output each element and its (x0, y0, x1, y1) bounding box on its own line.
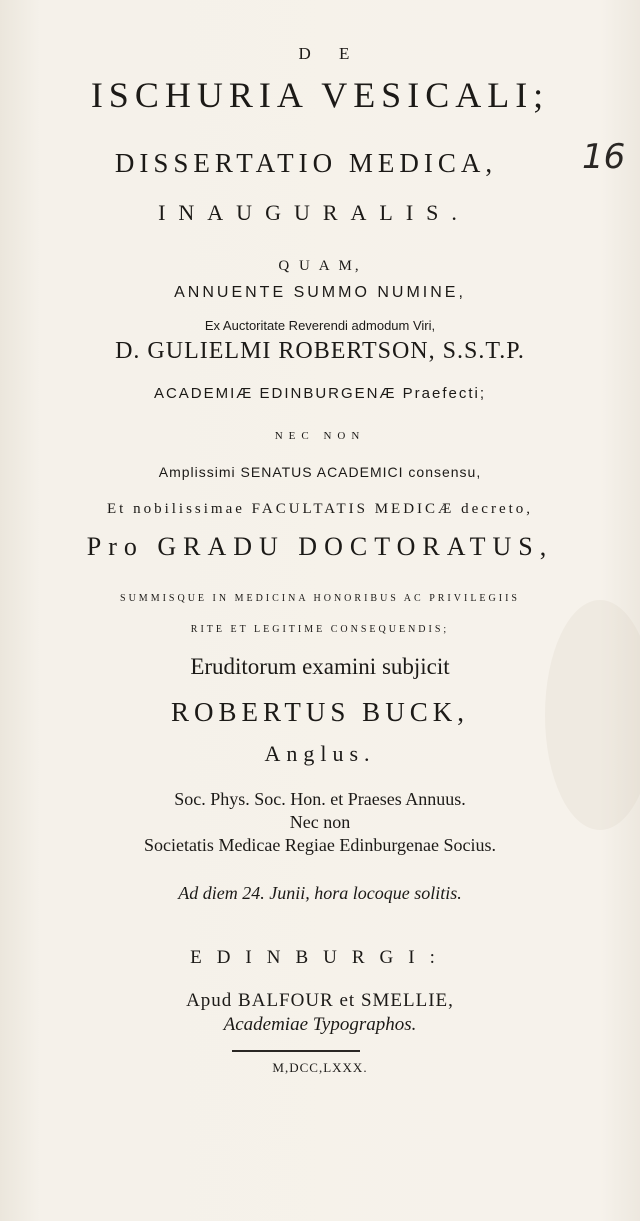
imprint-year: M,DCC,LXXX. (272, 1060, 368, 1075)
academiae-line: ACADEMIÆ EDINBURGENÆ Praefecti; (153, 385, 487, 402)
quam-line: Q U A M, (278, 258, 362, 274)
author-nationality: Anglus. (264, 741, 376, 766)
eruditorum-line: Eruditorum examini subjicit (190, 654, 450, 679)
imprint-city: EDINBURGI: (190, 947, 450, 968)
nec-non-line: NEC NON (274, 430, 366, 442)
annuente-line: ANNUENTE SUMMO NUMINE, (174, 284, 466, 301)
imprint-rule (232, 1050, 360, 1052)
society-line-1: Soc. Phys. Soc. Hon. et Praeses Annuus. (174, 789, 466, 809)
imprint-printer: Apud BALFOUR et SMELLIE, (186, 990, 454, 1011)
pro-gradu-line: Pro GRADU DOCTORATUS, (86, 532, 554, 561)
handwritten-number: 16 (582, 137, 626, 177)
author-name: ROBERTUS BUCK, (171, 697, 469, 727)
auctoritate-line: Ex Auctoritate Reverendi admodum Viri, (204, 318, 436, 333)
imprint-printer-role: Academiae Typographos. (223, 1014, 417, 1035)
main-title: ISCHURIA VESICALI; (90, 75, 550, 115)
facultatis-line: Et nobilissimae FACULTATIS MEDICÆ decreto, (106, 501, 534, 517)
praeses-name: D. GULIELMI ROBERTSON, S.S.T.P. (115, 338, 525, 364)
rite-line: RITE ET LEGITIME CONSEQUENDIS; (190, 624, 450, 635)
subtitle-dissertatio: DISSERTATIO MEDICA, (114, 148, 498, 178)
honoribus-line: SUMMISQUE IN MEDICINA HONORIBUS AC PRIVILEGIIS (120, 593, 520, 604)
society-line-2: Nec non (289, 812, 351, 832)
society-line-3: Societatis Medicae Regiae Edinburgenae Socius. (143, 835, 497, 855)
subtitle-inauguralis: INAUGURALIS. (158, 200, 470, 225)
senatus-line: Amplissimi SENATUS ACADEMICI consensu, (158, 464, 482, 480)
date-of-defence: Ad diem 24. Junii, hora locoque solitis. (178, 883, 462, 903)
title-preposition: D E (298, 44, 362, 63)
